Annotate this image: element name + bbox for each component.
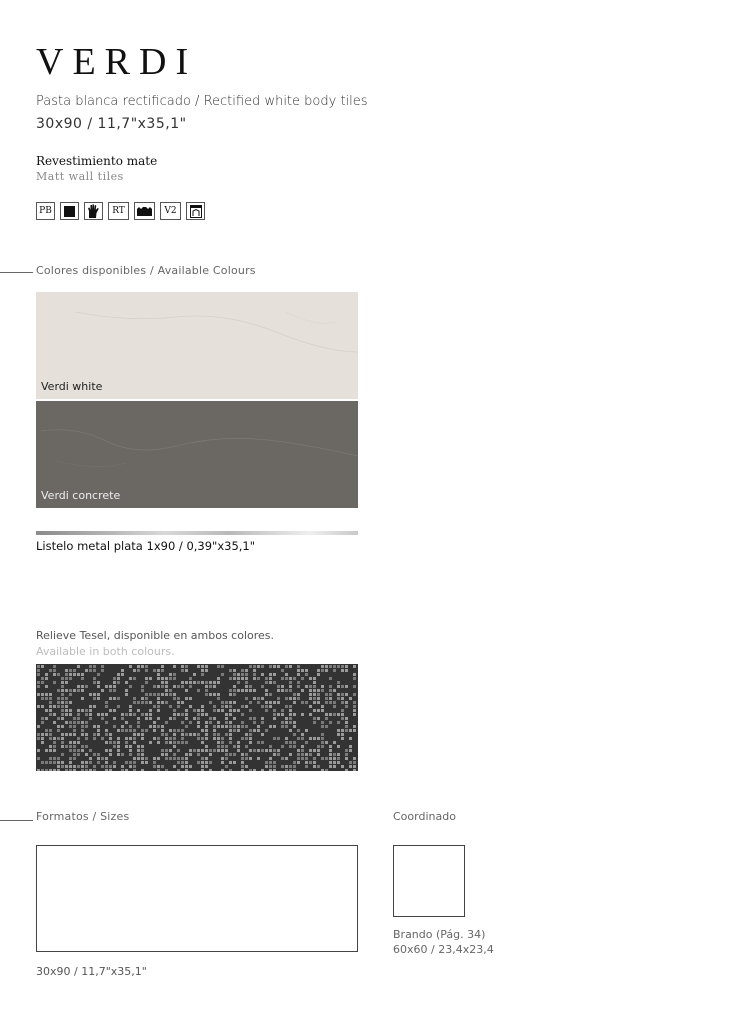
frame-icon [186,202,205,220]
coordinated-title: Coordinado [393,810,456,823]
pb-icon: PB [36,202,55,220]
feature-icons [36,202,205,220]
rt-icon: RT [108,202,129,220]
section-divider [0,272,33,273]
mosaic-pattern [36,664,358,771]
coordinated-format-outline [393,845,465,917]
hand-icon [84,202,103,220]
formats-section-label: Formatos / Sizes [36,810,130,823]
edge-icon [134,202,155,220]
coating-en: Matt wall tiles [36,170,124,183]
colour-swatch-white [36,292,358,399]
coordinated-line-1: Brando (Pág. 34) [393,928,486,941]
swatch-label-white: Verdi white [41,380,103,393]
relief-text-en: Available in both colours. [36,645,175,658]
relief-text-es: Relieve Tesel, disponible en ambos colores. [36,629,275,642]
section-divider [0,820,33,821]
relief-mosaic-sample [36,664,358,771]
listelo-label: Listelo metal plata 1x90 / 0,39"x35,1" [36,539,256,553]
size-line: 30x90 / 11,7"x35,1" [36,116,187,132]
colours-section-label: Colores disponibles / Available Colours [36,264,256,277]
v2-icon: V2 [160,202,181,220]
format-size-label: 30x90 / 11,7"x35,1" [36,965,147,978]
swatch-label-concrete: Verdi concrete [41,489,121,502]
subtitle: Pasta blanca rectificado / Rectified white body tiles [36,94,368,109]
coordinated-line-2: 60x60 / 23,4x23,4 [393,943,494,956]
format-outline-main [36,845,358,952]
page-title: VERDI [36,41,198,83]
metal-strip-sample [36,531,358,535]
coating-es: Revestimiento mate [36,154,158,168]
colour-swatch-concrete [36,401,358,508]
square-icon [60,202,79,220]
